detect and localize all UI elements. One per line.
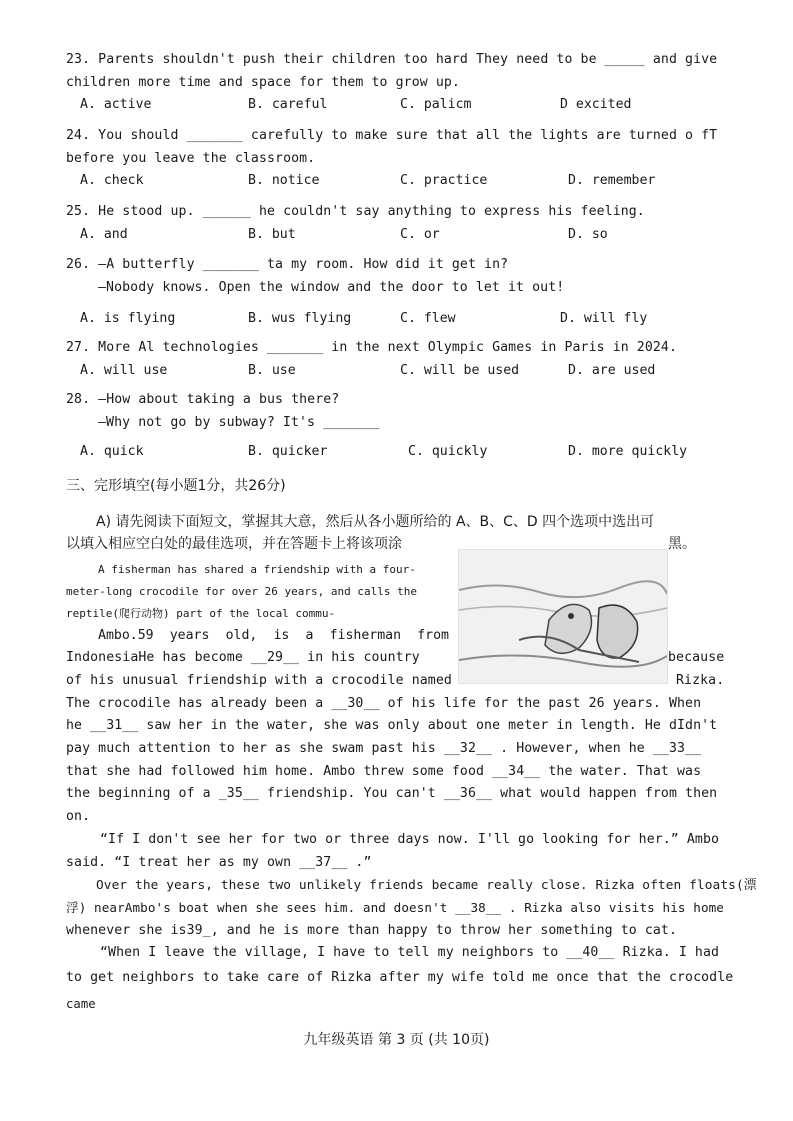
q27-option-d: D. are used [568, 363, 656, 378]
q27-option-a: A. will use [80, 363, 168, 378]
q24-option-b: B. notice [248, 173, 320, 188]
passage-line3: of his unusual friendship with a crocodile named [66, 673, 452, 688]
q24-option-c: C. practice [400, 173, 488, 188]
passage-line8: the beginning of a _35__ friendship. You can't __36__ what would happen from then [66, 786, 718, 801]
passage-p4-line1: “When I leave the village, I have to tell my neighbors to __40__ Rizka. I had [100, 945, 720, 960]
q25-option-d: D. so [568, 227, 608, 242]
instructions-line2-end: 黑。 [668, 536, 696, 552]
q23-option-d: D excited [560, 97, 632, 112]
q24-line1: 24. You should _______ carefully to make sure that all the lights are turned o fT [66, 128, 718, 143]
passage-line1 [98, 626, 449, 646]
passage-line2-end: because [668, 650, 725, 665]
page-footer: 九年级英语 第 3 页 (共 10页) [303, 1032, 490, 1048]
word: is [273, 628, 290, 643]
passage-p3-line2: 浮) nearAmbo's boat when she sees him. and doesn't __38__ . Rizka also visits his home [66, 900, 724, 915]
q26-option-b: B. wus flying [248, 311, 352, 326]
q24-line2: before you leave the classroom. [66, 151, 316, 166]
passage-intro-line3: reptile(爬行动物) part of the local commu- [66, 607, 336, 620]
passage-p4-line3: came [66, 997, 96, 1011]
q25-option-a: A. and [80, 227, 128, 242]
q26-line1: 26. —A butterfly _______ ta my room. How did it get in? [66, 257, 509, 272]
instructions-line1: A) 请先阅读下面短文，掌握其大意，然后从各小题所给的 A、B、C、D 四个选项中选出可 [96, 514, 655, 530]
word: from [417, 628, 449, 643]
q25-line1: 25. He stood up. ______ he couldn't say anything to express his feeling. [66, 204, 645, 219]
passage-line6: pay much attention to her as she swam past his __32__ . However, when he __33__ [66, 741, 702, 756]
word: Ambo.59 [98, 628, 154, 643]
q26-line2: —Nobody knows. Open the window and the door to let it out! [98, 280, 565, 295]
q23-option-a: A. active [80, 97, 152, 112]
q28-option-a: A. quick [80, 444, 144, 459]
q23-line1: 23. Parents shouldn't push their children too hard They need to be _____ and give [66, 52, 718, 67]
instructions-line2: 以填入相应空白处的最佳选项，并在答题卡上将该项涂 [66, 536, 402, 552]
passage-line7: that she had followed him home. Ambo threw some food __34__ the water. That was [66, 764, 702, 779]
passage-p4-line2: to get neighbors to take care of Rizka after my wife told me once that the crocodle [66, 970, 734, 985]
q27-option-b: B. use [248, 363, 296, 378]
passage-line9: on. [66, 809, 91, 824]
crocodile-fisherman-picture [458, 549, 668, 684]
passage-p3-line3: whenever she is39_, and he is more than happy to throw her something to cat. [66, 923, 678, 938]
q28-option-c: C. quickly [408, 444, 488, 459]
passage-line5: he __31__ saw her in the water, she was only about one meter in length. He dIdn't [66, 718, 718, 733]
q25-option-c: C. or [400, 227, 440, 242]
word: old, [225, 628, 258, 643]
q23-line2: children more time and space for them to grow up. [66, 75, 460, 90]
q24-option-a: A. check [80, 173, 144, 188]
passage-line4: The crocodile has already been a __30__ of his life for the past 26 years. When [66, 696, 702, 711]
q27-option-c: C. will be used [400, 363, 520, 378]
q24-option-d: D. remember [568, 173, 656, 188]
word: fisherman [329, 628, 402, 643]
passage-p2-line2: said. “I treat her as my own __37__ .” [66, 855, 372, 870]
passage-intro-line1: A fisherman has shared a friendship with a four- [98, 563, 416, 576]
q23-option-b: B. careful [248, 97, 328, 112]
q28-line2: —Why not go by subway? It's _______ [98, 415, 380, 430]
word: years [169, 628, 210, 643]
q27-line1: 27. More Al technologies _______ in the next Olympic Games in Paris in 2024. [66, 340, 678, 355]
q26-option-c: C. flew [400, 311, 456, 326]
q25-option-b: B. but [248, 227, 296, 242]
q23-option-c: C. palicm [400, 97, 472, 112]
passage-intro-line2: meter-long crocodile for over 26 years, and calls the [66, 585, 417, 598]
passage-line2: IndonesiaHe has become __29__ in his country [66, 650, 420, 665]
word: a [305, 628, 314, 643]
q28-line1: 28. —How about taking a bus there? [66, 392, 340, 407]
q26-option-d: D. will fly [560, 311, 648, 326]
passage-line3-end: Rizka. [676, 673, 725, 688]
section-heading: 三、完形填空(每小题1分，共26分) [66, 478, 286, 494]
passage-p3-line1: Over the years, these two unlikely friends became really close. Rizka often floats(漂 [96, 878, 757, 893]
passage-p2-line1: “If I don't see her for two or three days now. I'll go looking for her.” Ambo [100, 832, 720, 847]
q28-option-b: B. quicker [248, 444, 328, 459]
crocodile-sketch-icon [459, 550, 667, 683]
q28-option-d: D. more quickly [568, 444, 688, 459]
q26-option-a: A. is flying [80, 311, 176, 326]
